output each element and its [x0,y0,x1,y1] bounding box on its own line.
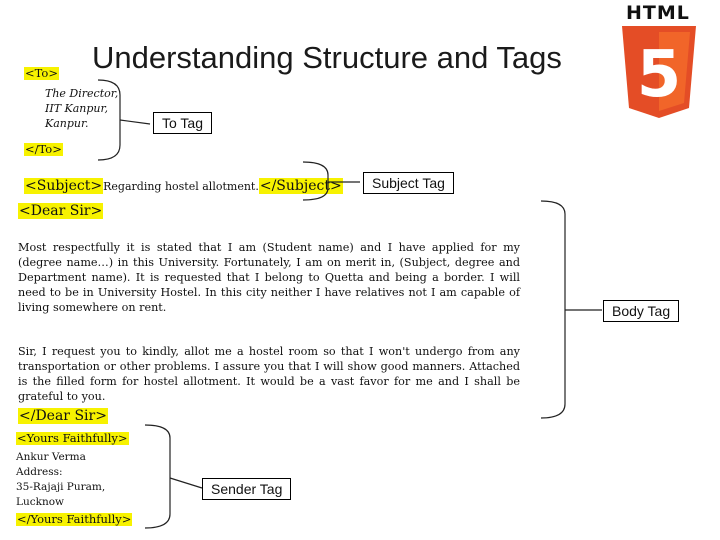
sender-tag-callout: Sender Tag [202,478,291,500]
body-paragraph-2: Sir, I request you to kindly, allot me a hostel room so that I won't undergo from any transportation or other problems. I assure you that I will show good manners. Attached is the filled form for hostel allotment. It would be a vast favor for me and I shall be grateful to you. [18,345,520,403]
dear-close-tag: </Dear Sir> [19,408,107,424]
to-tag-callout: To Tag [153,112,212,134]
body-bracket [541,201,565,418]
subject-bracket [303,162,328,200]
sender-line: Address: [16,466,63,478]
address-line: IIT Kanpur, [45,102,109,115]
to-bracket [98,80,120,160]
subject-text: Regarding hostel allotment. [103,180,259,193]
body-tag-callout: Body Tag [603,300,679,322]
sender-connector [170,478,202,488]
html5-numeral: 5 [636,38,682,112]
to-close-tag: </To> [25,142,62,156]
yours-close-tag: </Yours Faithfully> [17,512,132,526]
dear-open-tag: <Dear Sir> [19,203,103,219]
to-open-tag: <To> [25,66,58,80]
sender-bracket [145,425,170,528]
subject-tag-callout: Subject Tag [363,172,454,194]
subject-close-tag: </Subject> [259,178,342,194]
html5-logo-text: HTML [626,2,690,24]
slide-title: Understanding Structure and Tags [92,40,562,75]
sender-line: 35-Rajaji Puram, [16,481,106,493]
body-paragraph-1: Most respectfully it is stated that I am (Student name) and I have applied for my (degree name…) in this University. Fortunately, I am on merit in, (Subject, degree and Department name). It is requested that I belong to Quetta and being a border. I will need to be in University Hostel. In this city neither I have relatives not I am capable of living somewhere on rent. [18,241,520,314]
sender-line: Ankur Verma [16,451,86,463]
subject-open-tag: <Subject> [25,178,103,194]
to-connector [120,120,150,124]
address-line: Kanpur. [45,117,89,130]
address-line: The Director, [45,87,119,100]
yours-open-tag: <Yours Faithfully> [17,431,128,445]
sender-line: Lucknow [16,496,65,508]
